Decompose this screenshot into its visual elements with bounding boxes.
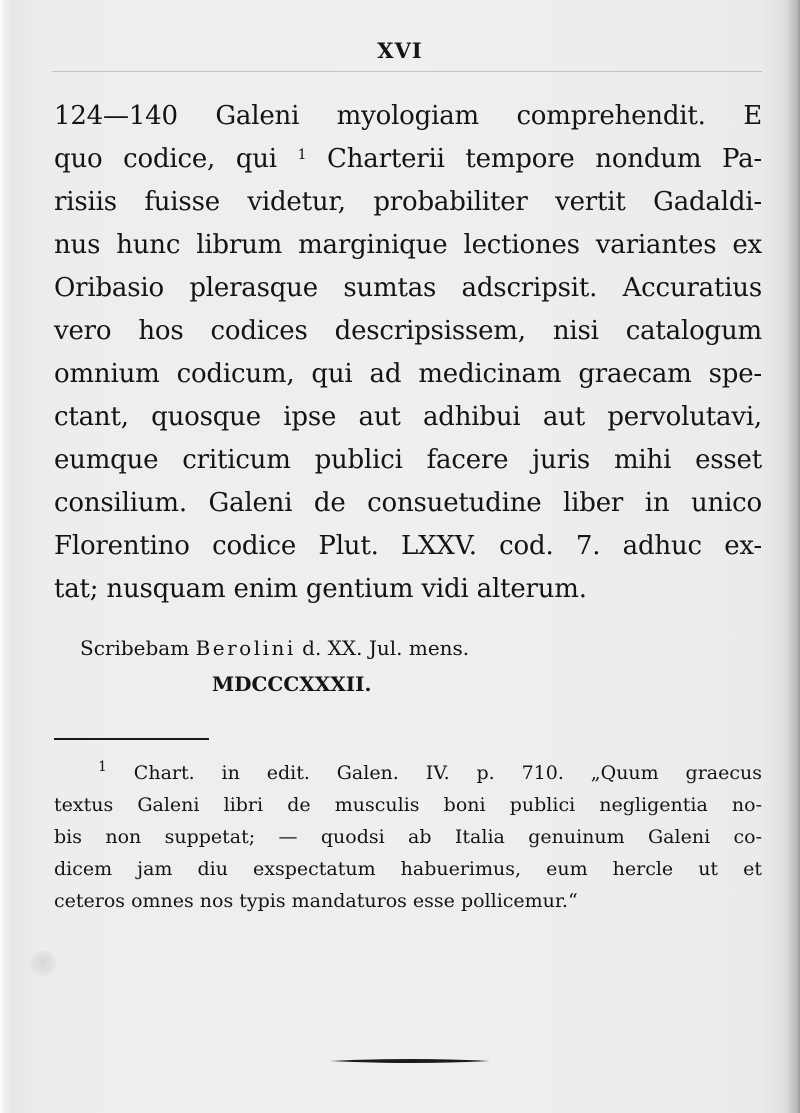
signature-year: MDCCCXXXII. [212, 672, 372, 696]
footnote-marker: 1 [98, 759, 107, 775]
body-line: tat; nusquam enim gentium vidi alterum. [54, 574, 587, 604]
footnote-line: dicem jam diu exspectatum habuerimus, eum hercle ut et [54, 858, 762, 880]
footnote-line [98, 760, 762, 786]
footnote-rule [54, 738, 209, 740]
end-ornament-rule [330, 1058, 490, 1064]
page-number-header: XVI [377, 38, 423, 63]
footnote-line: ceteros omnes nos typis mandaturos esse pollicemur.“ [54, 890, 578, 912]
body-line: Oribasio plerasque sumtas adscripsit. Accuratius [54, 273, 762, 303]
body-line: risiis fuisse videtur, probabiliter vertit Gadaldi- [54, 187, 762, 217]
body-line: 124—140 Galeni myologiam comprehendit. E [54, 101, 762, 131]
body-line: nus hunc librum marginique lectiones variantes ex [54, 230, 762, 260]
body-line: consilium. Galeni de consuetudine liber in unico [54, 488, 762, 518]
page-gutter-shadow [0, 0, 12, 1113]
footnote-line: bis non suppetat; — quodsi ab Italia genuinum Galeni co- [54, 826, 762, 848]
body-line: Florentino codice Plut. LXXV. cod. 7. adhuc ex- [54, 531, 762, 561]
page-edge-shadow [786, 0, 800, 1113]
footnote-line: textus Galeni libri de musculis boni publici negligentia no- [54, 794, 762, 816]
body-line: eumque criticum publici facere juris mihi esset [54, 445, 762, 475]
body-line: ctant, quosque ipse aut adhibui aut pervolutavi, [54, 402, 762, 432]
paper-smudge [30, 950, 56, 976]
signature-pre: Scribebam [80, 636, 190, 660]
signature-place: Berolini [195, 636, 296, 660]
body-line: omnium codicum, qui ad medicinam graecam spe- [54, 359, 762, 389]
body-line [54, 142, 762, 176]
header-rule [52, 71, 762, 72]
footnote-reference[interactable]: 1 [297, 147, 307, 163]
body-line-end: Charterii tempore nondum Pa- [327, 144, 762, 174]
footnote-line-text: Chart. in edit. Galen. IV. p. 710. „Quum graecus [133, 762, 762, 784]
signature-line [80, 635, 469, 661]
body-line: vero hos codices descripsissem, nisi catalogum [54, 316, 762, 346]
signature-date: d. XX. Jul. mens. [302, 636, 470, 660]
body-line-start: quo codice, qui [54, 144, 277, 174]
